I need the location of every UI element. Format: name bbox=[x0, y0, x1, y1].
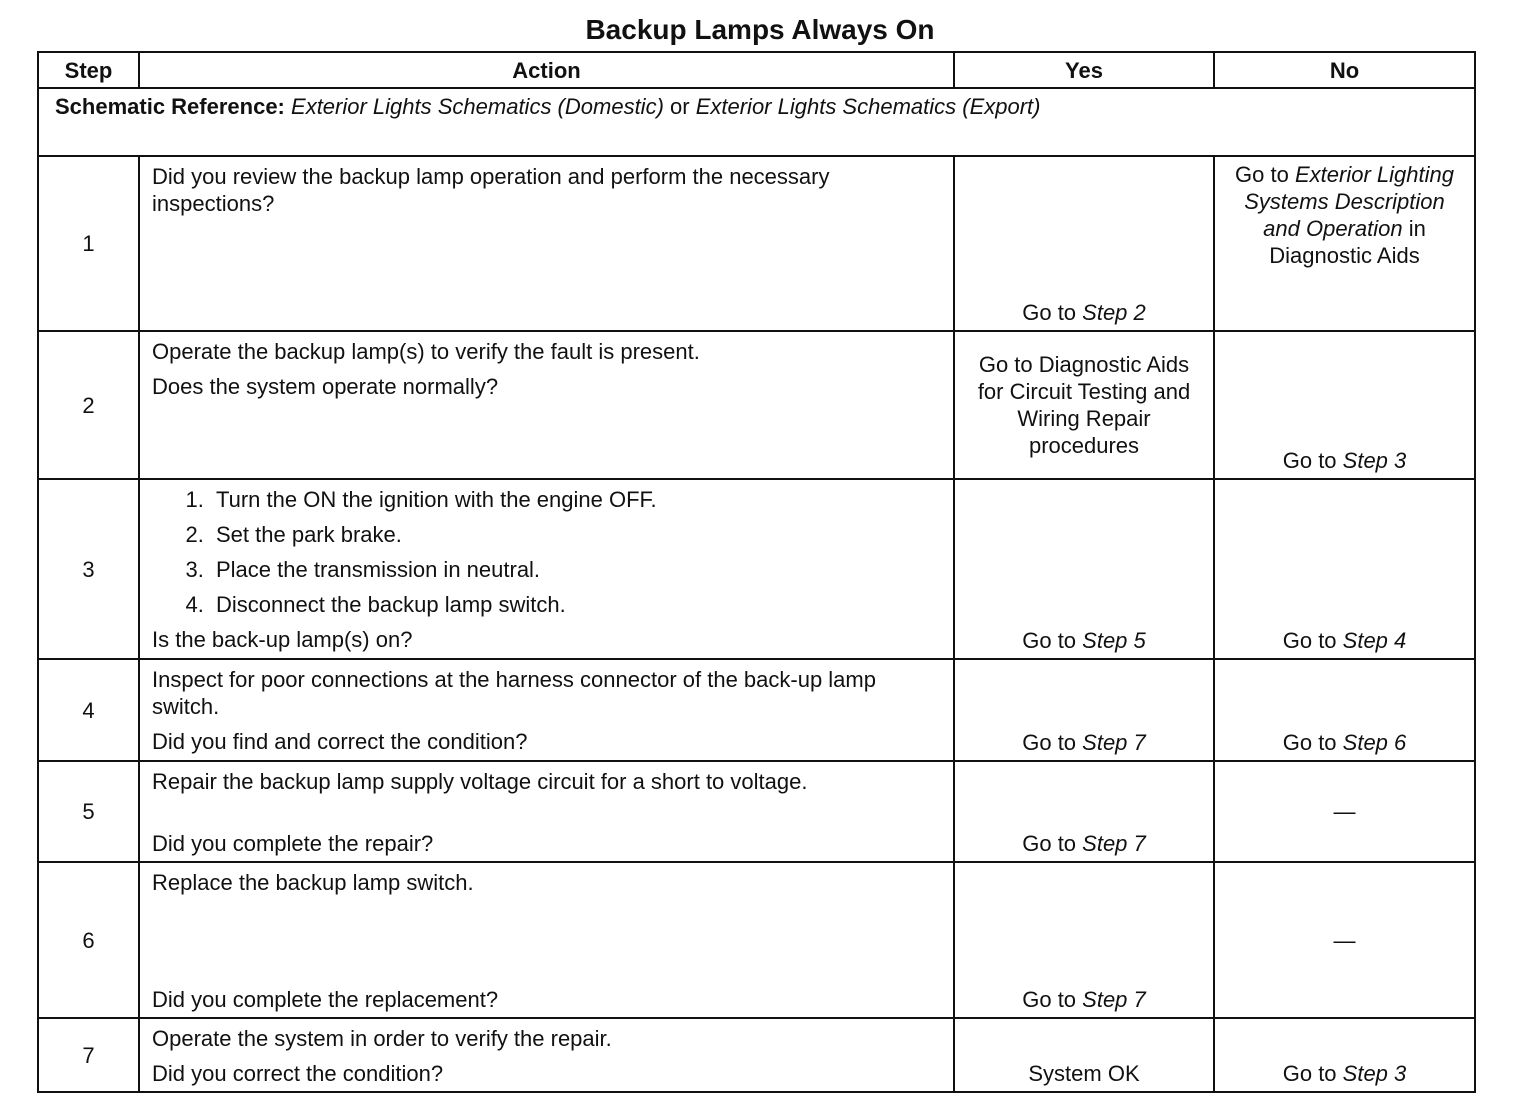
action-question: Did you complete the replacement? bbox=[152, 987, 499, 1012]
no-doc-link[interactable]: Exterior Lighting Systems Description and Operation bbox=[1244, 162, 1454, 241]
header-action: Action bbox=[139, 52, 954, 88]
step-number: 5 bbox=[38, 761, 139, 862]
yes-cell bbox=[954, 761, 1214, 862]
no-suffix: in Diagnostic Aids bbox=[1269, 216, 1426, 268]
page-title: Backup Lamps Always On bbox=[585, 14, 935, 45]
yes-cell bbox=[954, 156, 1214, 331]
no-step-link[interactable]: Step 3 bbox=[1342, 448, 1407, 473]
schematic-ref-export[interactable]: Exterior Lights Schematics (Export) bbox=[695, 94, 1041, 119]
no-step-link[interactable]: Step 6 bbox=[1342, 730, 1407, 755]
step-number: 1 bbox=[38, 156, 139, 331]
table-row bbox=[38, 156, 1475, 331]
list-item: 3. Place the transmission in neutral. bbox=[210, 556, 941, 583]
no-prefix: Go to bbox=[1282, 1061, 1343, 1086]
yes-result bbox=[961, 627, 1207, 654]
header-step: Step bbox=[38, 52, 139, 88]
no-result bbox=[1221, 1060, 1468, 1087]
yes-prefix: Go to bbox=[1022, 987, 1083, 1012]
step-action bbox=[139, 479, 954, 659]
no-result bbox=[1221, 729, 1468, 756]
header-yes: Yes bbox=[954, 52, 1214, 88]
yes-prefix: Go to bbox=[1022, 628, 1083, 653]
schematic-reference bbox=[38, 88, 1475, 156]
table-row bbox=[38, 1018, 1475, 1092]
action-question: Did you correct the condition? bbox=[152, 1061, 444, 1086]
schematic-ref-domestic[interactable]: Exterior Lights Schematics (Domestic) bbox=[291, 94, 664, 119]
yes-step-link[interactable]: Step 7 bbox=[1082, 987, 1146, 1012]
yes-result[interactable]: Go to Diagnostic Aids for Circuit Testing and Wiring Repair procedures bbox=[977, 352, 1191, 458]
table-row bbox=[38, 659, 1475, 761]
no-result bbox=[1235, 161, 1454, 269]
yes-cell bbox=[954, 331, 1214, 479]
no-cell bbox=[1214, 761, 1475, 862]
list-item: 4. Disconnect the backup lamp switch. bbox=[210, 591, 941, 618]
no-cell bbox=[1214, 156, 1475, 331]
schematic-label: Schematic Reference: bbox=[55, 94, 285, 119]
yes-cell bbox=[954, 1018, 1214, 1092]
diagnostic-table bbox=[37, 51, 1476, 1093]
no-cell bbox=[1214, 659, 1475, 761]
table-row bbox=[38, 862, 1475, 1018]
schematic-row bbox=[38, 88, 1475, 156]
action-text: Inspect for poor connections at the harness connector of the back-up lamp switch. bbox=[152, 667, 876, 719]
yes-prefix: Go to bbox=[1022, 831, 1083, 856]
header-no: No bbox=[1214, 52, 1475, 88]
no-prefix: Go to bbox=[1282, 628, 1343, 653]
action-list bbox=[152, 486, 941, 618]
no-result: — bbox=[1333, 927, 1356, 953]
yes-result bbox=[961, 729, 1207, 756]
step-action bbox=[139, 862, 954, 1018]
no-step-link[interactable]: Step 4 bbox=[1342, 628, 1407, 653]
step-number: 4 bbox=[38, 659, 139, 761]
list-item: 2. Set the park brake. bbox=[210, 521, 941, 548]
no-result bbox=[1221, 627, 1468, 654]
action-text: Repair the backup lamp supply voltage circuit for a short to voltage. bbox=[152, 769, 808, 794]
yes-cell bbox=[954, 659, 1214, 761]
step-action bbox=[139, 156, 954, 331]
step-action bbox=[139, 1018, 954, 1092]
action-text: Operate the system in order to verify the repair. bbox=[152, 1026, 612, 1051]
yes-step-link[interactable]: Step 2 bbox=[1082, 300, 1146, 325]
yes-step-link[interactable]: Step 7 bbox=[1082, 831, 1146, 856]
yes-prefix: Go to bbox=[1022, 730, 1083, 755]
no-cell bbox=[1214, 479, 1475, 659]
table-row bbox=[38, 761, 1475, 862]
step-number: 7 bbox=[38, 1018, 139, 1092]
yes-result bbox=[961, 986, 1207, 1013]
no-prefix: Go to bbox=[1282, 730, 1343, 755]
yes-cell bbox=[954, 862, 1214, 1018]
no-result bbox=[1221, 447, 1468, 474]
yes-result bbox=[961, 830, 1207, 857]
no-cell bbox=[1214, 862, 1475, 1018]
schematic-or: or bbox=[663, 94, 696, 119]
table-row bbox=[38, 479, 1475, 659]
no-prefix: Go to bbox=[1235, 162, 1295, 187]
list-item: 1. Turn the ON the ignition with the engine OFF. bbox=[210, 486, 941, 513]
yes-prefix: Go to bbox=[1022, 300, 1083, 325]
action-text: Replace the backup lamp switch. bbox=[152, 870, 474, 895]
step-action bbox=[139, 659, 954, 761]
step-action bbox=[139, 761, 954, 862]
step-action bbox=[139, 331, 954, 479]
no-step-link[interactable]: Step 3 bbox=[1342, 1061, 1407, 1086]
yes-result: System OK bbox=[1028, 1061, 1140, 1086]
action-text: Did you review the backup lamp operation and perform the necessary inspections? bbox=[152, 164, 830, 216]
yes-result bbox=[961, 299, 1207, 326]
table-row bbox=[38, 331, 1475, 479]
yes-cell bbox=[954, 479, 1214, 659]
step-number: 2 bbox=[38, 331, 139, 479]
step-number: 6 bbox=[38, 862, 139, 1018]
action-question: Does the system operate normally? bbox=[152, 374, 499, 399]
yes-step-link[interactable]: Step 5 bbox=[1082, 628, 1146, 653]
no-cell bbox=[1214, 331, 1475, 479]
no-cell bbox=[1214, 1018, 1475, 1092]
step-number: 3 bbox=[38, 479, 139, 659]
action-text: Operate the backup lamp(s) to verify the fault is present. bbox=[152, 339, 700, 364]
yes-step-link[interactable]: Step 7 bbox=[1082, 730, 1146, 755]
action-question: Is the back-up lamp(s) on? bbox=[152, 627, 413, 652]
action-question: Did you complete the repair? bbox=[152, 831, 434, 856]
no-prefix: Go to bbox=[1282, 448, 1343, 473]
header-row bbox=[38, 52, 1475, 88]
no-result: — bbox=[1333, 799, 1356, 824]
action-question: Did you find and correct the condition? bbox=[152, 729, 528, 754]
